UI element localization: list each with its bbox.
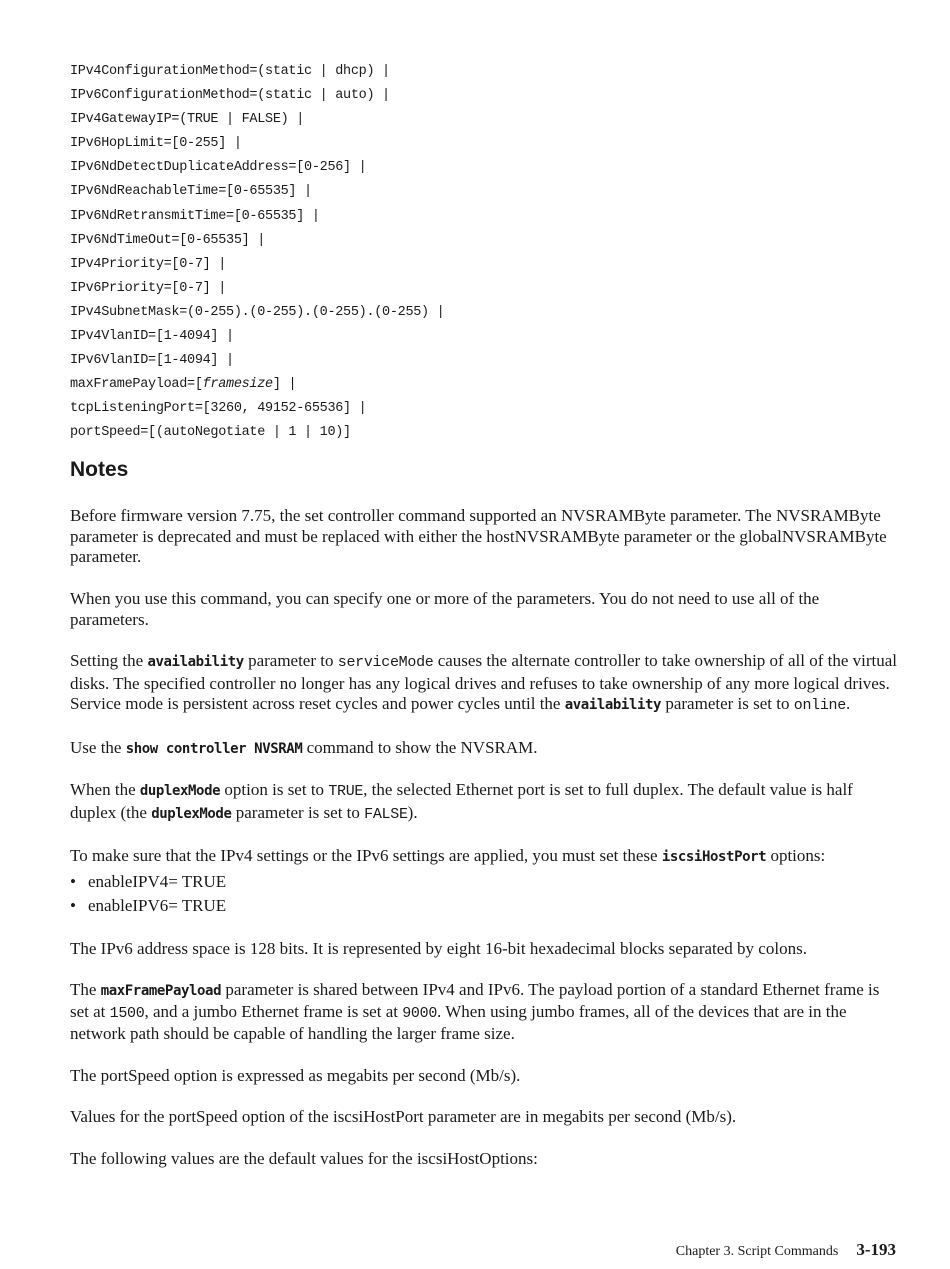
notes-heading: Notes xyxy=(70,458,129,481)
code-value: FALSE xyxy=(364,805,408,823)
page-footer xyxy=(676,1240,896,1260)
code-value: TRUE xyxy=(328,783,364,801)
bullet-icon: • xyxy=(70,895,76,915)
text: parameter is set to xyxy=(231,802,365,822)
code-keyword: show controller NVSRAM xyxy=(125,740,303,757)
text: parameter is set to xyxy=(661,694,794,714)
code-keyword: availability xyxy=(564,697,662,714)
paragraph xyxy=(70,846,900,868)
code-line: IPv4GatewayIP=(TRUE | FALSE) | xyxy=(70,112,305,128)
code-line: IPv4Priority=[0-7] | xyxy=(70,256,227,272)
paragraph: Before firmware version 7.75, the set controller command supported an NVSRAMByte parameter. The NVSRAMByte parameter is deprecated and must be replaced with either the hostNVSRAMByte parameter or the globalNVSRAMByte parameter. xyxy=(70,506,887,567)
text: ). xyxy=(407,802,418,822)
paragraph: The portSpeed option is expressed as megabits per second (Mb/s). xyxy=(70,1065,521,1085)
paragraph: The following values are the default values for the iscsiHostOptions: xyxy=(70,1148,538,1168)
text: options: xyxy=(766,846,826,866)
code-line-max-frame-payload xyxy=(70,373,444,397)
text: The xyxy=(70,979,101,999)
code-line: tcpListeningPort=[3260, 49152-65536] | xyxy=(70,401,367,417)
text: option is set to xyxy=(220,780,329,800)
code-line: IPv4VlanID=[1-4094] | xyxy=(70,329,234,345)
list-item xyxy=(70,870,900,894)
code-keyword: iscsiHostPort xyxy=(661,849,767,866)
text: . xyxy=(845,694,851,714)
text: causes the alternate controller to take ownership of all of the virtual disks. The specified controller no longer has any logical drives and refuses to take ownership of any more logical drives. Service mode is persistent across reset cycles and power cycles until the xyxy=(70,650,898,714)
code-line: IPv6NdTimeOut=[0-65535] | xyxy=(70,232,266,248)
text: command to show the NVSRAM. xyxy=(302,737,538,757)
code-line: portSpeed=[(autoNegotiate | 1 | 10)] xyxy=(70,425,351,441)
list-item xyxy=(70,894,900,918)
code-line: IPv4ConfigurationMethod=(static | dhcp) | xyxy=(70,64,390,79)
footer-chapter: Chapter 3. Script Commands xyxy=(675,1244,839,1259)
code-line: IPv4SubnetMask=(0-255).(0-255).(0-255).(0-255) | xyxy=(70,304,445,320)
code-value: online xyxy=(793,697,846,715)
text: parameter is shared between IPv4 and IPv6. The payload portion of a standard Ethernet frame is set at xyxy=(70,979,880,1021)
code-text: ] | xyxy=(272,377,297,393)
text: , the selected Ethernet port is set to full duplex. The default value is half duplex (the xyxy=(70,780,853,822)
paragraph: When you use this command, you can specify one or more of the parameters. You do not need to use all of the parameters. xyxy=(70,588,820,629)
code-line: IPv6Priority=[0-7] | xyxy=(70,280,227,296)
code-line: IPv6NdRetransmitTime=[0-65535] | xyxy=(70,208,320,224)
code-value: serviceMode xyxy=(337,653,434,671)
text: Setting the xyxy=(70,650,148,670)
code-keyword: duplexMode xyxy=(151,805,232,822)
notes-body xyxy=(70,506,900,1190)
bullet-list xyxy=(70,870,900,918)
code-value: 1500 xyxy=(109,1004,145,1022)
paragraph xyxy=(70,980,900,1045)
code-line: IPv6VlanID=[1-4094] | xyxy=(70,353,234,369)
bullet-icon: • xyxy=(70,871,76,891)
code-text: maxFramePayload=[ xyxy=(70,377,203,393)
text: Use the xyxy=(70,737,126,757)
list-item-text: enableIPV4= TRUE xyxy=(88,871,227,891)
code-line: IPv6NdDetectDuplicateAddress=[0-256] | xyxy=(70,160,367,176)
code-keyword: availability xyxy=(147,653,244,670)
code-placeholder-framesize: framesize xyxy=(202,377,273,393)
code-block xyxy=(70,60,444,446)
paragraph xyxy=(70,780,900,825)
paragraph: The IPv6 address space is 128 bits. It is represented by eight 16-bit hexadecimal blocks separated by colons. xyxy=(70,938,807,958)
code-keyword: maxFramePayload xyxy=(100,982,222,999)
page-number: 3-193 xyxy=(856,1240,896,1259)
text: , and a jumbo Ethernet frame is set at xyxy=(144,1001,403,1021)
text: When the xyxy=(70,780,140,800)
text: . When using jumbo frames, all of the devices that are in the network path should be capable of handling the larger frame size. xyxy=(70,1001,847,1044)
code-line: IPv6NdReachableTime=[0-65535] | xyxy=(70,184,312,200)
code-keyword: duplexMode xyxy=(139,783,221,800)
paragraph xyxy=(70,651,900,717)
text: parameter to xyxy=(243,650,338,670)
code-line: IPv6ConfigurationMethod=(static | auto) | xyxy=(70,88,390,104)
paragraph: Values for the portSpeed option of the iscsiHostPort parameter are in megabits per second (Mb/s). xyxy=(70,1107,737,1127)
list-item-text: enableIPV6= TRUE xyxy=(88,895,227,915)
text: To make sure that the IPv4 settings or the IPv6 settings are applied, you must set these xyxy=(70,846,662,866)
code-value: 9000 xyxy=(402,1004,438,1022)
paragraph xyxy=(70,738,900,760)
code-line: IPv6HopLimit=[0-255] | xyxy=(70,136,242,152)
